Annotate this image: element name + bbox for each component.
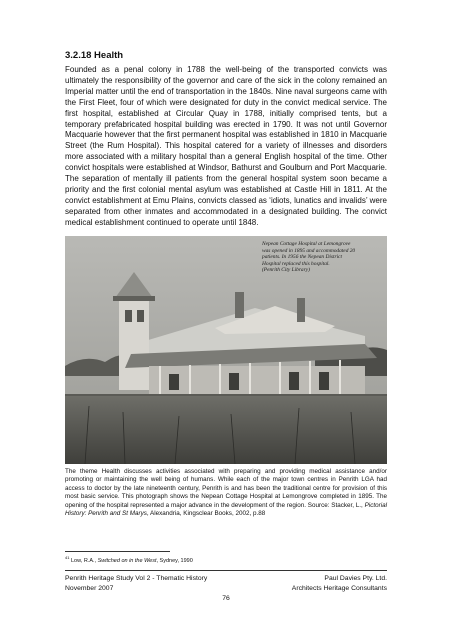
footnote-title: Switched on in the West (97, 557, 157, 564)
caption-text-part2: , Alexandria, Kingsclear Books, 2002, p.88 (146, 510, 266, 518)
footnote-rest: , Sydney, 1990 (156, 557, 193, 564)
footer-divider (65, 570, 387, 571)
footer-company: Paul Davies Pty. Ltd. (324, 575, 387, 582)
photo-caption-line: Hospital replaced this hospital. (262, 260, 330, 267)
footnote (65, 555, 193, 564)
footer-company-description: Architects Heritage Consultants (291, 585, 387, 592)
photo-caption-line: Nepean Cottage Hospital at Lemongrove (262, 241, 351, 247)
photo-caption-line: was opened in 1895 and accommodated 20 (262, 247, 356, 254)
footer-document-title: Penrith Heritage Study Vol 2 - Thematic History (65, 575, 208, 582)
section-body: Founded as a penal colony in 1788 the well-being of the transported convicts was ultimately the responsibility of the governor and care of the sick in the colony remained an Imperial matter until the end of transportation in the 1840s. Nine naval surgeons came with the First Fleet, four of which were designated for duty in the convict medical service. The first hospital, established at Circular Quay in 1788, initially comprised tents, but a temporary prefabricated hospital building was erected in 1790. It was not until Governor Macquarie however that the first permanent hospital was established in 1810 in Macquarie Street (the Rum Hospital). This hospital catered for a variety of illnesses and disorders more associated with a military hospital than a general English hospital of the time. Other convict hospitals were established at Windsor, Bathurst and Goulburn and Port Macquarie. The separation of mentally ill patients from the general hospital system soon became a priority and the first colonial mental asylum was established at Castle Hill in 1811. At the convict establishment at Emu Plains, convicts classed as ‘idiots, lunatics and invalids’ were separated from other inmates and accommodated in a designated building. The convict medical establishment continued to operate until 1848. (65, 65, 387, 227)
caption-source-title: Pictorial History: Penrith and St Marys (65, 501, 387, 518)
caption-text-part1: The theme Health discusses activities associated with preparing and providing medical assistance and/or promoting or maintaining the well being of humans. While each of the major town centres in Penrith LGA had access to doctor by the late nineteenth century, Penrith is and has been the traditional centre for provision of this most basic service. This photograph shows the Nepean Cottage Hospital at Lemongrove completed in 1895. The opening of the hospital represented a major advance in the development of the region. Source: Stacker, L., (65, 468, 387, 509)
footnote-divider (65, 551, 170, 552)
footnote-marker: 41 (65, 555, 70, 560)
figure-caption (65, 468, 387, 518)
page-number: 76 (222, 595, 230, 602)
footer-date: November 2007 (65, 585, 114, 592)
photo-caption-line: (Penrith City Library) (262, 267, 310, 274)
photo-inset-caption (262, 241, 380, 274)
footnote-author: Low, R.A., (70, 557, 98, 564)
section-heading: 3.2.18 Health (65, 50, 124, 61)
photo-caption-line: patients. In 1956 the Nepean District (262, 254, 342, 261)
